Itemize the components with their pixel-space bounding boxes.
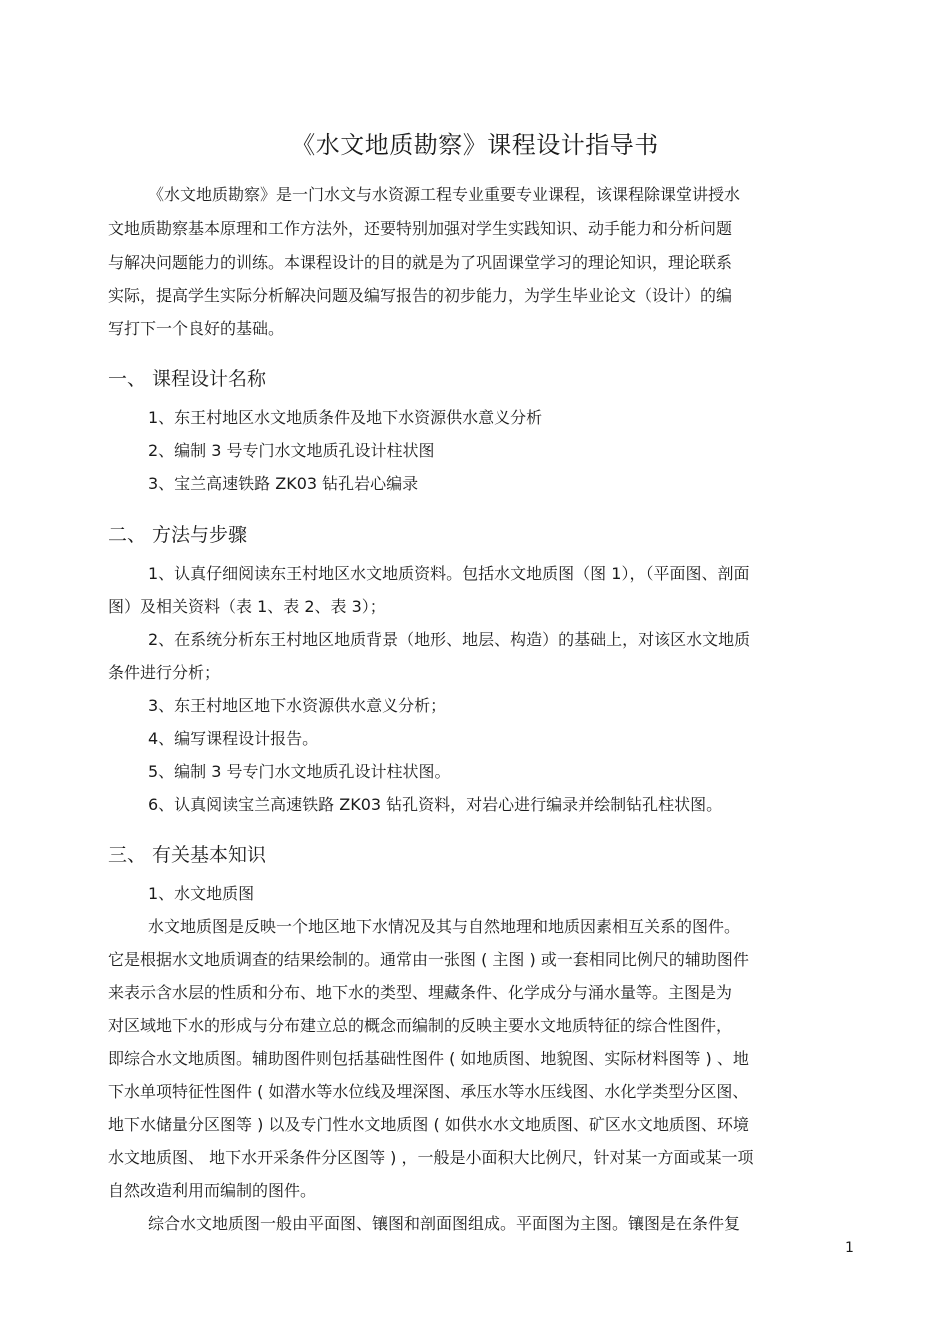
intro-line: 文地质勘察基本原理和工作方法外，还要特别加强对学生实践知识、动手能力和分析问题 [108,219,733,238]
intro-line: 《水文地质勘察》是一门水文与水资源工程专业重要专业课程，该课程除课堂讲授水 [148,185,741,204]
step-line: 3、东王村地区地下水资源供水意义分析； [148,696,447,715]
intro-line: 写打下一个良好的基础。 [108,319,285,338]
step-line: 图）及相关资料（表 1、表 2、表 3）； [108,597,386,616]
step-line: 6、认真阅读宝兰高速铁路 ZK03 钻孔资料，对岩心进行编录并绘制钻孔柱状图。 [148,795,723,814]
body-line: 它是根据水文地质调查的结果绘制的。通常由一张图 ( 主图 ) 或一套相同比例尺的辅助图件 [108,950,749,969]
body-line: 水文地质图是反映一个地区地下水情况及其与自然地理和地质因素相互关系的图件。 [148,917,741,936]
subsection-title: 1、水文地质图 [148,884,255,903]
intro-line: 实际，提高学生实际分析解决问题及编写报告的初步能力，为学生毕业论文（设计）的编 [108,286,733,305]
step-line: 1、认真仔细阅读东王村地区水文地质资料。包括水文地质图（图 1），（平面图、剖面 [148,564,750,583]
section-heading: 一、 课程设计名称 [108,368,267,390]
list-item: 2、编制 3 号专门水文地质孔设计柱状图 [148,441,435,460]
step-line: 5、编制 3 号专门水文地质孔设计柱状图。 [148,762,451,781]
body-line: 即综合水文地质图。辅助图件则包括基础性图件 ( 如地质图、地貌图、实际材料图等 ) 、地 [108,1049,749,1068]
body-line: 地下水储量分区图等 ) 以及专门性水文地质图 ( 如供水水文地质图、矿区水文地质图、环境 [108,1115,749,1134]
list-item: 3、宝兰高速铁路 ZK03 钻孔岩心编录 [148,474,419,493]
page-number: 1 [845,1240,854,1256]
body-line: 下水单项特征性图件 ( 如潜水等水位线及埋深图、承压水等水压线图、水化学类型分区图、 [108,1082,749,1101]
step-line: 条件进行分析； [108,663,221,682]
body-line: 对区域地下水的形成与分布建立总的概念而编制的反映主要水文地质特征的综合性图件， [108,1016,733,1035]
document-title: 《水文地质勘察》课程设计指导书 [291,131,659,159]
list-item: 1、东王村地区水文地质条件及地下水资源供水意义分析 [148,408,543,427]
step-line: 4、编写课程设计报告。 [148,729,319,748]
body-line: 自然改造利用而编制的图件。 [108,1181,317,1200]
section-heading: 二、 方法与步骤 [108,524,248,546]
section-heading: 三、 有关基本知识 [108,844,267,866]
intro-line: 与解决问题能力的训练。本课程设计的目的就是为了巩固课堂学习的理论知识，理论联系 [108,253,733,272]
body-line: 来表示含水层的性质和分布、地下水的类型、埋藏条件、化学成分与涌水量等。主图是为 [108,983,733,1002]
body-line: 水文地质图、 地下水开采条件分区图等 ) ，一般是小面积大比例尺，针对某一方面或某一项 [108,1148,754,1167]
body-line: 综合水文地质图一般由平面图、镶图和剖面图组成。平面图为主图。镶图是在条件复 [148,1214,741,1233]
step-line: 2、在系统分析东王村地区地质背景（地形、地层、构造）的基础上，对该区水文地质 [148,630,751,649]
